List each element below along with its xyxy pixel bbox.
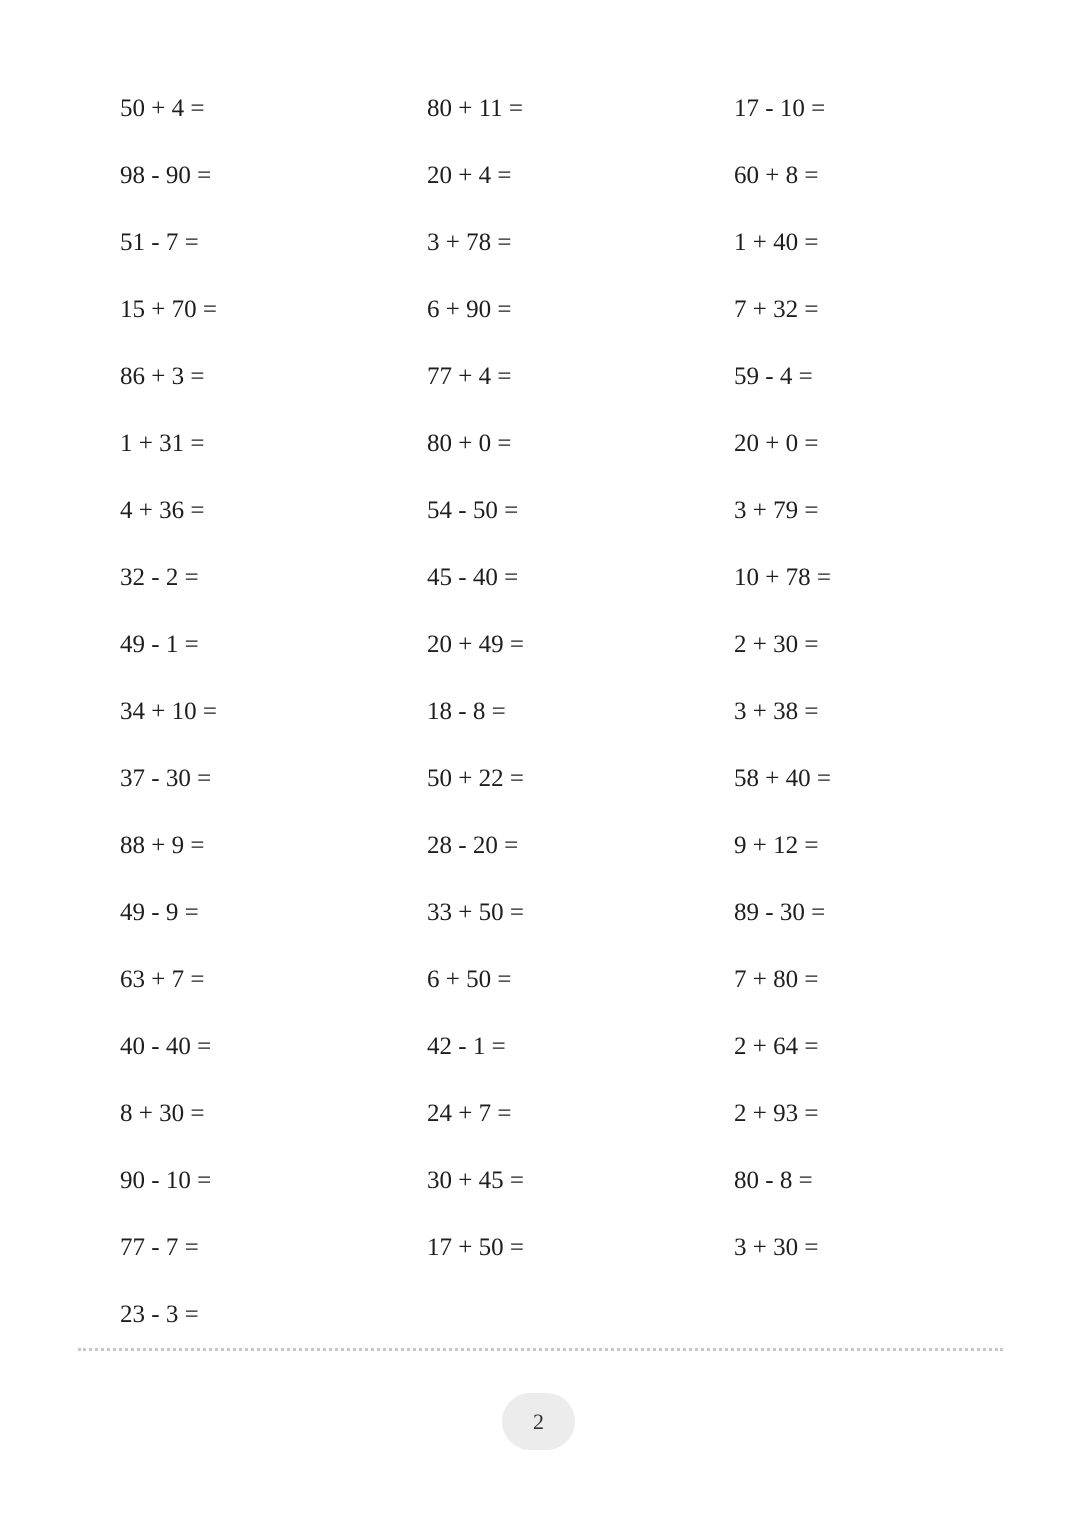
math-problem: 7 + 32 = bbox=[734, 296, 819, 323]
math-problem: 80 - 8 = bbox=[734, 1167, 813, 1194]
math-problem: 32 - 2 = bbox=[120, 564, 199, 591]
math-problem: 80 + 0 = bbox=[427, 430, 512, 457]
math-problem: 6 + 50 = bbox=[427, 966, 512, 993]
math-problem: 3 + 78 = bbox=[427, 229, 512, 256]
math-problem: 15 + 70 = bbox=[120, 296, 217, 323]
math-problem: 9 + 12 = bbox=[734, 832, 819, 859]
page-number: 2 bbox=[533, 1408, 544, 1434]
math-problem: 3 + 30 = bbox=[734, 1234, 819, 1261]
math-problem: 3 + 79 = bbox=[734, 497, 819, 524]
math-problem: 1 + 31 = bbox=[120, 430, 205, 457]
math-problem: 20 + 0 = bbox=[734, 430, 819, 457]
math-problem: 2 + 64 = bbox=[734, 1033, 819, 1060]
math-problem: 23 - 3 = bbox=[120, 1301, 199, 1328]
math-problem: 54 - 50 = bbox=[427, 497, 519, 524]
math-problem: 90 - 10 = bbox=[120, 1167, 212, 1194]
math-problem: 17 + 50 = bbox=[427, 1234, 524, 1261]
math-problem: 3 + 38 = bbox=[734, 698, 819, 725]
math-problem: 51 - 7 = bbox=[120, 229, 199, 256]
math-problem: 49 - 1 = bbox=[120, 631, 199, 658]
math-problem: 58 + 40 = bbox=[734, 765, 831, 792]
math-problem: 24 + 7 = bbox=[427, 1100, 512, 1127]
math-problem: 80 + 11 = bbox=[427, 95, 524, 122]
math-problem: 77 + 4 = bbox=[427, 363, 512, 390]
page-number-badge bbox=[502, 1393, 575, 1450]
math-problem: 86 + 3 = bbox=[120, 363, 205, 390]
math-problem: 6 + 90 = bbox=[427, 296, 512, 323]
math-problem: 20 + 4 = bbox=[427, 162, 512, 189]
math-problem: 88 + 9 = bbox=[120, 832, 205, 859]
math-problem: 33 + 50 = bbox=[427, 899, 524, 926]
math-problem: 7 + 80 = bbox=[734, 966, 819, 993]
math-problem: 40 - 40 = bbox=[120, 1033, 212, 1060]
math-problem: 50 + 22 = bbox=[427, 765, 524, 792]
dotted-divider bbox=[78, 1348, 1003, 1351]
math-problem: 59 - 4 = bbox=[734, 363, 813, 390]
math-problem: 49 - 9 = bbox=[120, 899, 199, 926]
math-problem: 98 - 90 = bbox=[120, 162, 212, 189]
math-problem: 37 - 30 = bbox=[120, 765, 212, 792]
math-problem: 2 + 30 = bbox=[734, 631, 819, 658]
math-problem: 17 - 10 = bbox=[734, 95, 826, 122]
math-problem: 77 - 7 = bbox=[120, 1234, 199, 1261]
math-problem: 45 - 40 = bbox=[427, 564, 519, 591]
math-problem: 10 + 78 = bbox=[734, 564, 831, 591]
math-problem: 50 + 4 = bbox=[120, 95, 205, 122]
math-problem: 63 + 7 = bbox=[120, 966, 205, 993]
math-problem: 34 + 10 = bbox=[120, 698, 217, 725]
math-problem: 30 + 45 = bbox=[427, 1167, 524, 1194]
math-problem: 2 + 93 = bbox=[734, 1100, 819, 1127]
math-problem: 20 + 49 = bbox=[427, 631, 524, 658]
math-problem: 60 + 8 = bbox=[734, 162, 819, 189]
math-problem: 4 + 36 = bbox=[120, 497, 205, 524]
math-problem: 1 + 40 = bbox=[734, 229, 819, 256]
math-problem: 42 - 1 = bbox=[427, 1033, 506, 1060]
math-problem: 8 + 30 = bbox=[120, 1100, 205, 1127]
math-problem: 28 - 20 = bbox=[427, 832, 519, 859]
math-problem: 89 - 30 = bbox=[734, 899, 826, 926]
math-problem: 18 - 8 = bbox=[427, 698, 506, 725]
